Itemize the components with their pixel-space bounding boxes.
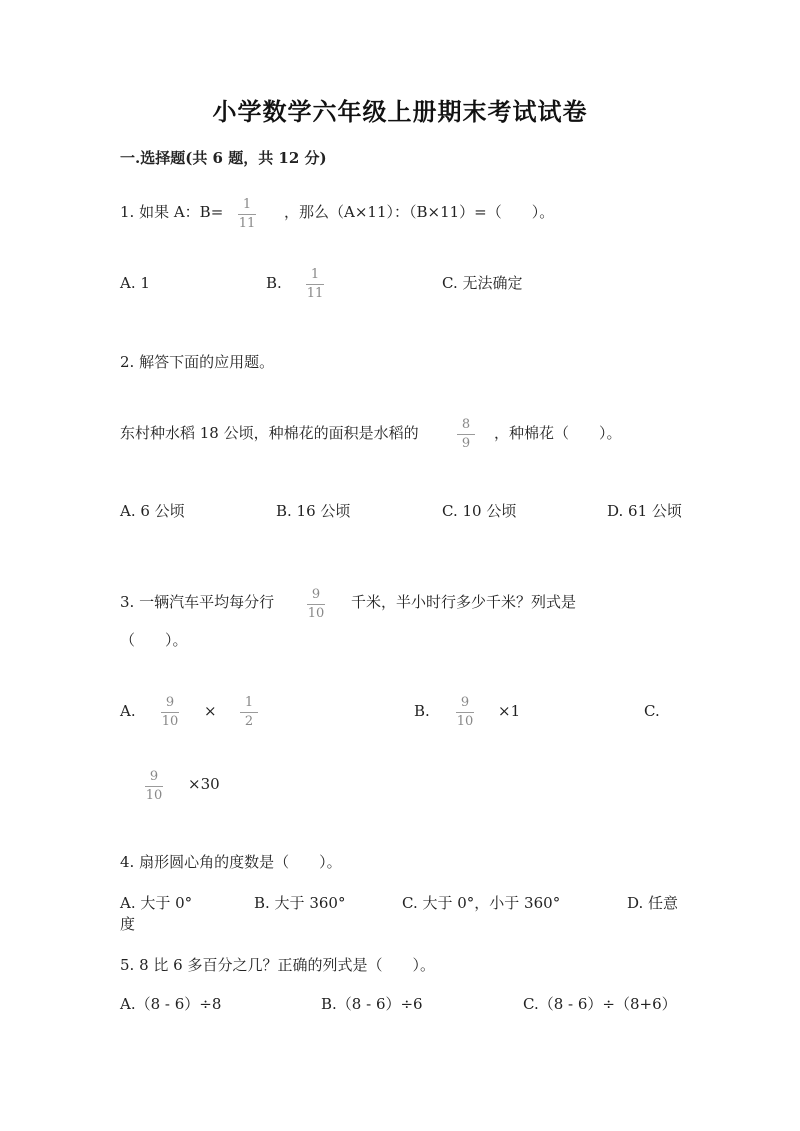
fraction-bar bbox=[238, 214, 256, 215]
q2-sub-start: 东村种水稻 18 公顷，种棉花的面积是水稻的 bbox=[120, 424, 419, 442]
q3-option-a-label: A. bbox=[120, 702, 136, 720]
fraction-numerator: 9 bbox=[311, 587, 321, 602]
q1-stem-start: 1. 如果 A：B= bbox=[120, 203, 224, 221]
q4-stem: 4. 扇形圆心角的度数是（ ）。 bbox=[120, 853, 342, 871]
fraction-denominator: 10 bbox=[307, 606, 325, 621]
q5-option-c: C.（8 - 6）÷（8+6） bbox=[523, 995, 677, 1013]
fraction-bar bbox=[240, 712, 258, 713]
q3-stem-fraction bbox=[304, 588, 328, 622]
q4-option-d: D. 任意 bbox=[627, 894, 679, 912]
fraction-denominator: 9 bbox=[461, 436, 471, 451]
fraction-bar bbox=[306, 284, 324, 285]
q2-option-a: A. 6 公顷 bbox=[120, 502, 185, 520]
fraction-denominator: 10 bbox=[145, 788, 163, 803]
fraction-numerator: 9 bbox=[460, 695, 470, 710]
q3-option-a-operator: × bbox=[204, 702, 217, 720]
q2-stem: 2. 解答下面的应用题。 bbox=[120, 353, 275, 371]
fraction-bar bbox=[161, 712, 179, 713]
q1-stem-end: ，那么（A×11）：（B×11）=（ ）。 bbox=[284, 203, 555, 221]
q3-option-b-fraction bbox=[453, 696, 477, 730]
q3-option-b-label: B. bbox=[414, 702, 430, 720]
q2-sub-end: ，种棉花（ ）。 bbox=[494, 424, 622, 442]
q3-option-c-fraction bbox=[142, 770, 166, 804]
fraction-numerator: 1 bbox=[310, 267, 320, 282]
q1-option-b-fraction bbox=[303, 268, 327, 302]
q2-option-c: C. 10 公顷 bbox=[442, 502, 517, 520]
q3-stem-start: 3. 一辆汽车平均每分行 bbox=[120, 593, 275, 611]
fraction-denominator: 10 bbox=[456, 714, 474, 729]
section-heading: 一.选择题(共 6 题，共 12 分) bbox=[120, 149, 327, 167]
fraction-denominator: 2 bbox=[244, 714, 254, 729]
fraction-numerator: 1 bbox=[242, 197, 252, 212]
fraction-bar bbox=[456, 712, 474, 713]
q1-option-c: C. 无法确定 bbox=[442, 274, 523, 292]
page-title: 小学数学六年级上册期末考试试卷 bbox=[212, 97, 588, 126]
q3-option-a-fraction-2 bbox=[237, 696, 261, 730]
q1-stem-fraction bbox=[235, 198, 259, 232]
q5-option-b: B.（8 - 6）÷6 bbox=[321, 995, 423, 1013]
q3-option-b-multiplier: ×1 bbox=[498, 702, 521, 720]
fraction-numerator: 8 bbox=[461, 417, 471, 432]
fraction-bar bbox=[145, 786, 163, 787]
q3-option-c-label: C. bbox=[644, 702, 660, 720]
q3-stem-line2: （ ）。 bbox=[120, 631, 188, 649]
q1-option-b-label: B. bbox=[266, 274, 282, 292]
fraction-bar bbox=[307, 604, 325, 605]
fraction-bar bbox=[457, 434, 475, 435]
q2-fraction bbox=[454, 418, 478, 452]
q4-option-c: C. 大于 0°，小于 360° bbox=[402, 894, 561, 912]
q3-option-a-fraction-1 bbox=[158, 696, 182, 730]
q5-option-a: A.（8 - 6）÷8 bbox=[120, 995, 222, 1013]
fraction-numerator: 9 bbox=[149, 769, 159, 784]
q2-option-b: B. 16 公顷 bbox=[276, 502, 351, 520]
q1-option-a: A. 1 bbox=[120, 274, 150, 292]
fraction-numerator: 9 bbox=[165, 695, 175, 710]
q3-stem-end: 千米，半小时行多少千米？列式是 bbox=[351, 593, 577, 611]
q4-option-a: A. 大于 0° bbox=[120, 894, 193, 912]
fraction-denominator: 11 bbox=[306, 286, 324, 301]
q5-stem: 5. 8 比 6 多百分之几？正确的列式是（ ）。 bbox=[120, 956, 435, 974]
q2-option-d: D. 61 公顷 bbox=[607, 502, 682, 520]
q4-option-d-wrap: 度 bbox=[120, 915, 136, 933]
fraction-denominator: 10 bbox=[161, 714, 179, 729]
fraction-numerator: 1 bbox=[244, 695, 254, 710]
q3-option-c-multiplier: ×30 bbox=[188, 775, 220, 793]
q4-option-b: B. 大于 360° bbox=[254, 894, 346, 912]
fraction-denominator: 11 bbox=[238, 216, 256, 231]
